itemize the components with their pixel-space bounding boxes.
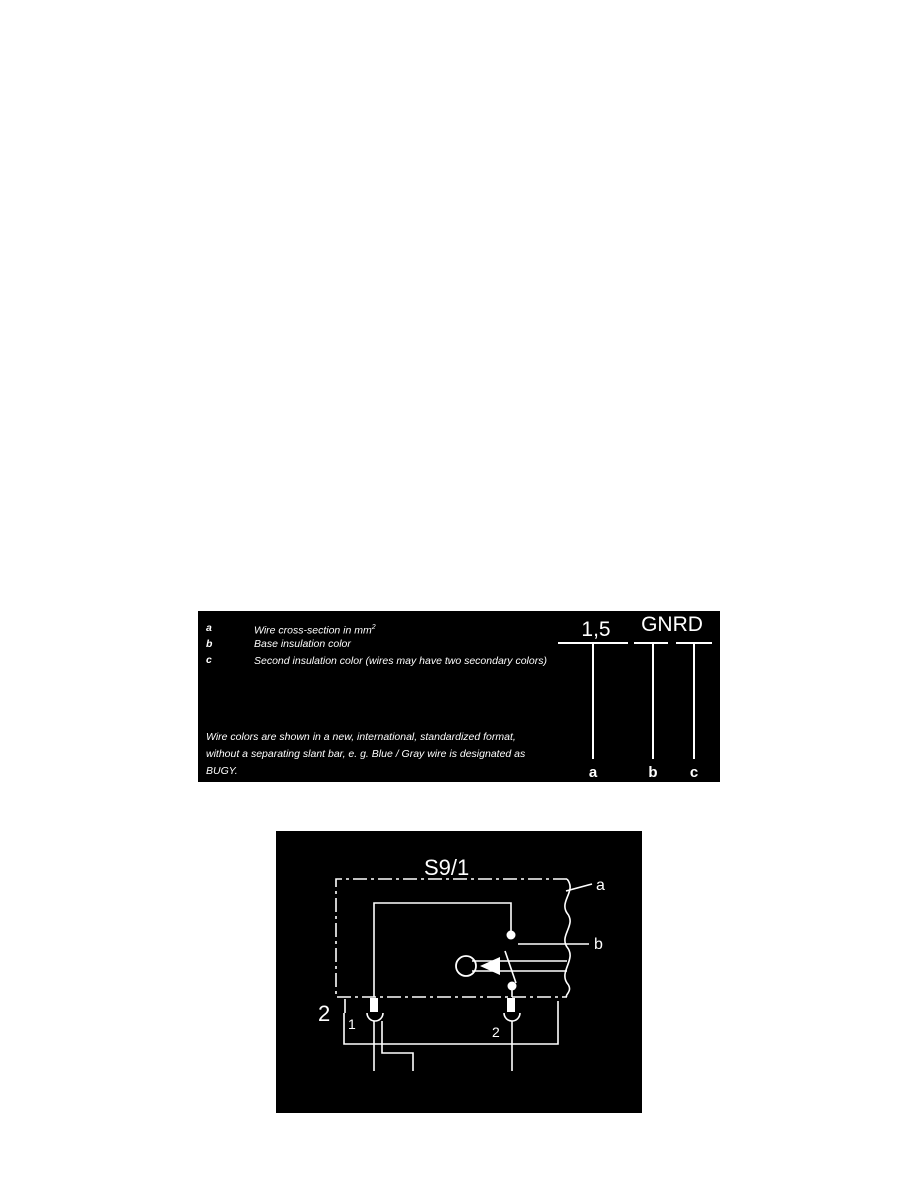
plunger-arrow-icon (480, 957, 500, 975)
switch-contact (505, 951, 516, 983)
housing-outline (336, 879, 567, 997)
break-line (565, 879, 570, 997)
contact-point-lower (508, 982, 517, 991)
callout-b: b (594, 936, 603, 953)
contact-point-upper (507, 931, 516, 940)
internal-wire (374, 903, 511, 997)
legend-key: b (206, 638, 213, 650)
pin-label-1: 1 (348, 1016, 356, 1032)
callout-a: a (596, 877, 605, 894)
pin-socket-1 (367, 1013, 383, 1021)
pin-label-2: 2 (492, 1024, 500, 1040)
superscript: 2 (371, 624, 376, 631)
cross-section-value: 1,5 (581, 618, 611, 641)
component-schematic (276, 831, 642, 1113)
legend-key: a (206, 622, 212, 634)
component-title: S9/1 (424, 855, 470, 880)
legend-text: Wire cross-section in $mm^2$ (254, 624, 376, 637)
legend-key: c (206, 654, 212, 666)
pin-socket-2 (504, 1013, 520, 1021)
label-a: a (588, 764, 598, 781)
wire-pin-1-branch (382, 1021, 413, 1071)
color-code-value: GNRD (641, 613, 703, 636)
connector-label: 2 (318, 1001, 331, 1026)
schematic-drawing (276, 831, 642, 1113)
legend-text: Second insulation color (wires may have two secondary colors) (254, 655, 547, 667)
legend-text: Base insulation color (254, 638, 351, 650)
legend-note: Wire colors are shown in a new, international, standardized format, without a separating slant bar, e. g. Blue / Gray wire is designated as BUGY. (206, 731, 526, 777)
pin-terminal-2 (507, 998, 515, 1012)
wire-designation-legend (198, 611, 720, 782)
pin-terminal-1 (370, 998, 378, 1012)
label-c: c (689, 764, 699, 781)
plunger-knob (456, 956, 476, 976)
wire-code-diagram (198, 611, 720, 782)
label-b: b (648, 764, 658, 781)
